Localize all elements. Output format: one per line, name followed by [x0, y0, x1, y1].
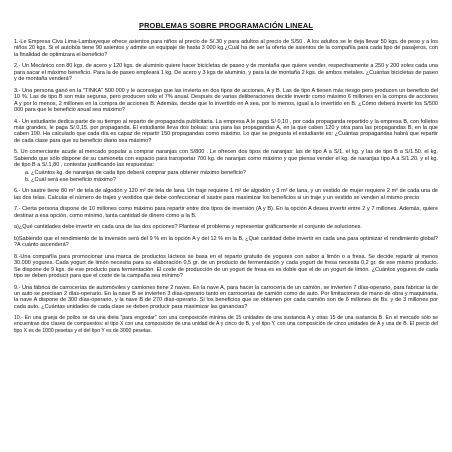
page-title: PROBLEMAS SOBRE PROGRAMACIÓN LINEAL	[138, 21, 313, 30]
problem-4: 4.- Un estudiante dedica parte de su tiempo al reparto de propaganda publicitaria. La empresa A le paga S/ 0,10 , por cada propaganda repartido y la empresa B, con folletos más grandes, le paga S/.0,15. por propaganda. El estudiante lleva dos bolsas: una para las propagandas A, en la que caben 120 y otra para las propagandas B, en la que caben 100. Ha calculado que cada día es capaz de repartir 150 propagandas como máximo. Lo que se pregunta el estudiante es: ¿Cuántas propagandas habrá que repartir de cada clase para que su beneficio diario sea máximo?	[14, 118, 438, 144]
problem-10: 10.- En una granja de pollos se da una dieta "para engordar" con una composición mínima de 15 unidades de una sustancia A y otras 15 de una sustancia B. En el mercado sólo se encuentran dos clases de compuestos: el tipo X con una composición de una unidad de A y cinco de B, y el tipo Y, con una composición de cinco unidades de A y una de B. El precio del tipo X es de 1000 pesetas y el del tipo Y es de 3000 pesetas.	[14, 315, 438, 334]
problem-3: 3.- Una persona ganó en la "TINKA" 500 000 y le aconsejan que las invierta en dos tipos de acciones, A y B. Las de tipo A tienen más riesgo pero producen un beneficio del 10 %. Las de tipo B son más seguras, pero producen sólo el 7% anual. Después de varias deliberaciones decide invertir como máximo 6 millones en la compra de acciones A y por lo menos, 2 millones en la compra de acciones B. Además, decide que lo invertido en A sea, por lo menos, igual a lo invertido en B. ¿Cómo deberá invertir los S/500 000 para que le beneficio anual sea máximo?	[14, 87, 438, 114]
problem-5-part-a: a. ¿Cuántos kg. de naranjas de cada tipo deberá comprar para obtener máximo beneficio?	[25, 170, 247, 177]
problem-8: 8.-Una compañía para promocionar una marca de productos lácteos se basa en el reparto gratuito de yogures con sabor a limón o a fresa. Se decide repartir al menos 30.000 yogures. Cada yogurt de limón necesita para su elaboración 0,5 gr. de un producto de fermentación y cada yogurt de fresa necesita 0,2 gr. de ese mismo producto. Se dispone de 9 kgs. de ese producto para fermentación. El coste de producción de un yogurt de fresa es es doble que el de un yogurt de limón. ¿Cuántos yogures de cada tipo se deben producir para que el coste de la campaña sea mínimo?	[14, 253, 438, 279]
problem-7: 7.- Cierta persona dispone de 10 millones como máximo para repartir entre dos tipos de inversión (A y B). En la opción A desea invertir entre 2 y 7 millones. Además, quiere destinar a esa opción, como mínimo, tanta cantidad de dinero como a la B.	[14, 206, 438, 219]
problem-7-part-a: a)¿Qué cantidades debe invertir en cada una de las dos opciones? Plantear el problema y representar gráficamente el conjunto de soluciones.	[14, 224, 362, 231]
problem-5: 5. Un comerciante acude al mercado popular a comprar naranjas con S/800 . Le ofrecen dos tipos de naranjas: las de tipo A a S/1. el kg. y las de tipo B a S/1.50. el kg. Sabiendo que sólo dispone de su camioneta con espacio para transportar 700 kg. de naranjas como máximo y que piensa vender el kg. de naranjas tipo A a S/1.20. y el kg. de tipo B a S/.1,80 , contestar justificando las respuestas:	[14, 149, 438, 169]
problem-2: 2.- Un Mecánico con 80 kgs. de acero y 120 kgs. de aluminio quiere hacer bicicletas de paseo y de montaña que quiere vender, respectivamente a 250 y 200 soles cada una para sacar el máximo beneficio. Para la de paseo empleará 1 kg. De acero y 3 kgs de aluminio, y para la de montaña 2 kgs. de ambos metales. ¿Cuántas bicicletas de paseo y de montaña venderá?	[14, 63, 438, 83]
problem-5-part-b: b. ¿Cuál será ese beneficio máximo?	[25, 176, 116, 183]
problem-1: 1.-Le Empresa Civa Lima-Lambayeque ofrece asientos para niños al precio de S/.30 y para adultos al precio de S/50 . A los adultos se le deja llevar 50 kgs. de peso y a los niños 20 kgs. Si el autobús tiene 90 asientos y admite un equipaje de hasta 3 000 kg.¿Cuál ha de ser la oferta de asientos de la compañía para cada tipo de pasajeros, con la finalidad de optimizara el beneficio?	[14, 39, 438, 58]
problem-9: 9.- Una fábrica de carrocerías de automóviles y camiones tiene 2 naves. En la nave A, para hacer la carrocería de un camión, se invierten 7 días-operario, para fabricar la de un auto se precisan 2 días-operario. En la nave B se invierten 3 días-operario tanto en carrocerías de camión como de auto. Por limitaciones de mano de obra y maquinaria, la nave A dispone de 300 días-operario, y la nave B de 270 días-operario. Si los beneficios que se obtienen por cada camión son de 6 millones de Bs. y de 3 millones por cada auto. ¿Cuántas unidades de cada clase se deben producir para maximizar las ganancias?	[14, 284, 438, 310]
problem-7-part-b: b)Sabiendo que el rendimiento de la inversión será del 9 % en la opción A y del 12 % en la B, ¿Qué cantidad debe invertir en cada una para optimizar el rendimiento global? ?A cuánto ascenderá?	[14, 235, 438, 249]
problem-6: 6.- Un sastre tiene 80 m² de tela de algodón y 120 m² de tela de lana. Un traje requiere 1 m² de algodón y 3 m² de lana, y un vestido de mujer requiere 2 m² de cada una de las dos telas. Calcular el número de trajes y vestidos que debe confeccionar el sastre para maximizar los beneficios si un traje y un vestido se venden al mismo precio	[14, 188, 438, 201]
